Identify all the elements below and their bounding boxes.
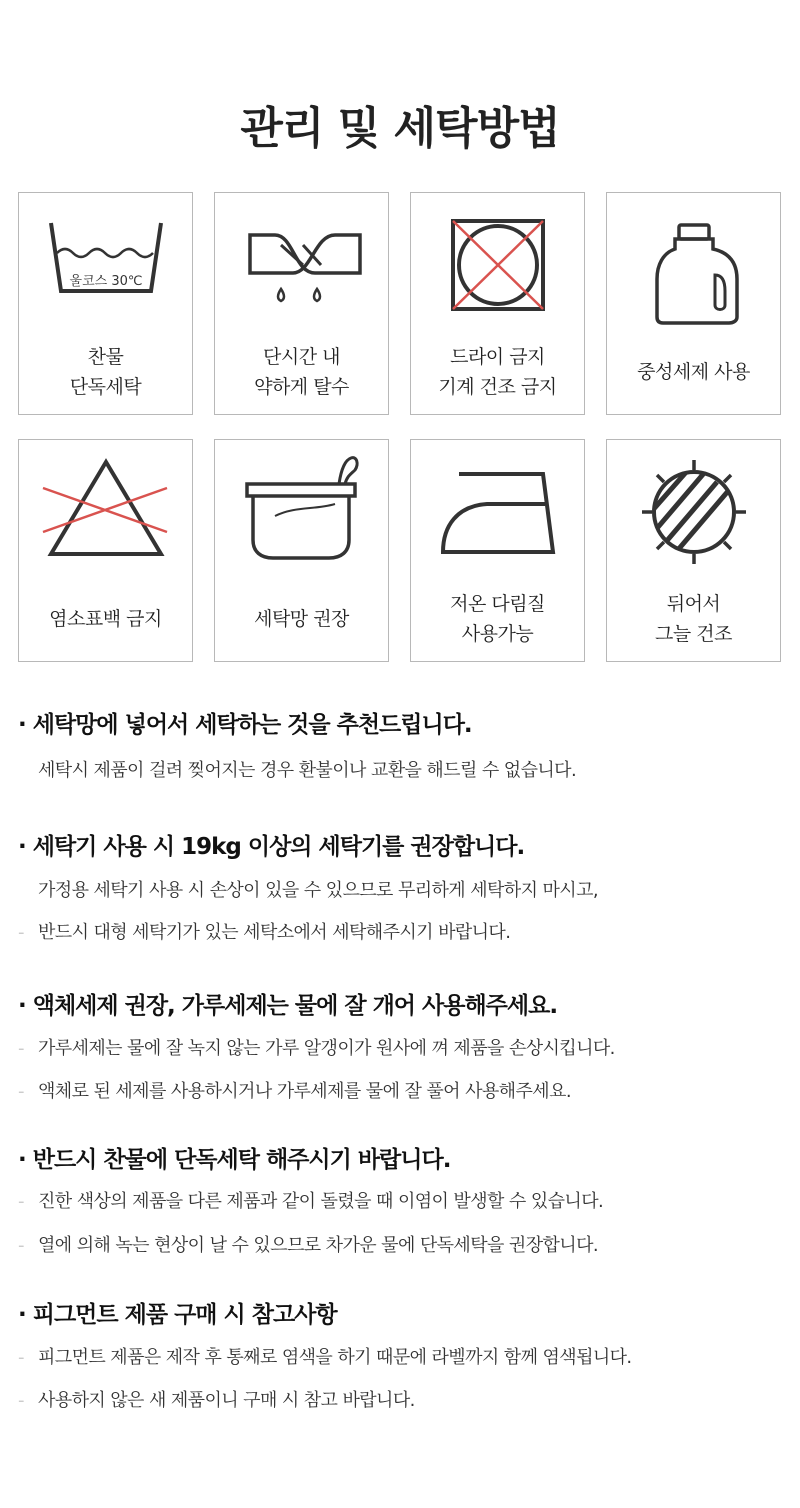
card-label: 뒤어서 그늘 건조 xyxy=(655,593,732,645)
care-card-gentle-spin xyxy=(214,192,389,415)
wash-tub-icon xyxy=(19,193,194,333)
care-card-shade-dry xyxy=(606,439,781,662)
no-tumble-dry-icon xyxy=(411,193,586,333)
section-heading: · 세탁망에 넣어서 세탁하는 것을 추천드립니다. xyxy=(18,712,472,738)
wring-icon xyxy=(215,193,390,333)
section-line: - 열에 의해 녹는 현상이 날 수 있으므로 차가운 물에 단독세탁을 권장합니다. xyxy=(18,1235,598,1256)
card-label: 드라이 금지 기계 건조 금지 xyxy=(438,346,557,398)
iron-icon xyxy=(411,440,586,580)
card-label: 중성세제 사용 xyxy=(637,361,750,383)
section-line: - 피그먼트 제품은 제작 후 통째로 염색을 하기 때문에 라벨까지 함께 염색됩니다. xyxy=(18,1347,632,1368)
laundry-net-icon xyxy=(215,440,390,580)
section-heading: · 액체세제 권장, 가루세제는 물에 잘 개어 사용해주세요. xyxy=(18,993,558,1019)
card-label: 찬물 단독세탁 xyxy=(69,346,142,398)
section-heading: · 세탁기 사용 시 19kg 이상의 세탁기를 권장합니다. xyxy=(18,834,525,860)
card-label: 저온 다림질 사용가능 xyxy=(450,593,545,645)
care-card-no-bleach xyxy=(18,439,193,662)
care-card-low-iron xyxy=(410,439,585,662)
section-line: - 진한 색상의 제품을 다른 제품과 같이 돌렸을 때 이염이 발생할 수 있습니다. xyxy=(18,1191,604,1212)
section-line: 가정용 세탁기 사용 시 손상이 있을 수 있으므로 무리하게 세탁하지 마시고, xyxy=(38,880,598,901)
card-label: 단시간 내 약하게 탈수 xyxy=(254,346,349,398)
page-title: 관리 및 세탁방법 xyxy=(240,103,560,154)
care-card-no-dryclean xyxy=(410,192,585,415)
card-label: 염소표백 금지 xyxy=(49,608,162,630)
card-label: 세탁망 권장 xyxy=(254,608,349,630)
care-card-neutral-detergent xyxy=(606,192,781,415)
detergent-bottle-icon xyxy=(607,193,782,333)
care-card-laundry-net xyxy=(214,439,389,662)
section-heading: · 반드시 찬물에 단독세탁 해주시기 바랍니다. xyxy=(18,1147,451,1173)
care-card-cold-wash xyxy=(18,192,193,415)
section-line: 세탁시 제품이 걸려 찢어지는 경우 환불이나 교환을 해드릴 수 없습니다. xyxy=(38,760,577,781)
section-heading: · 피그먼트 제품 구매 시 참고사항 xyxy=(18,1302,337,1328)
no-bleach-icon xyxy=(19,440,194,580)
shade-dry-icon xyxy=(607,440,782,580)
section-line: - 액체로 된 세제를 사용하시거나 가루세제를 물에 잘 풀어 사용해주세요. xyxy=(18,1081,571,1102)
section-line: - 반드시 대형 세탁기가 있는 세탁소에서 세탁해주시기 바랍니다. xyxy=(18,922,511,943)
section-line: - 가루세제는 물에 잘 녹지 않는 가루 알갱이가 원사에 껴 제품을 손상시킵니다. xyxy=(18,1038,615,1059)
wash-temp-text: 울코스 30℃ xyxy=(69,274,143,289)
care-symbol-grid xyxy=(18,192,782,662)
section-line: - 사용하지 않은 새 제품이니 구매 시 참고 바랍니다. xyxy=(18,1390,415,1411)
